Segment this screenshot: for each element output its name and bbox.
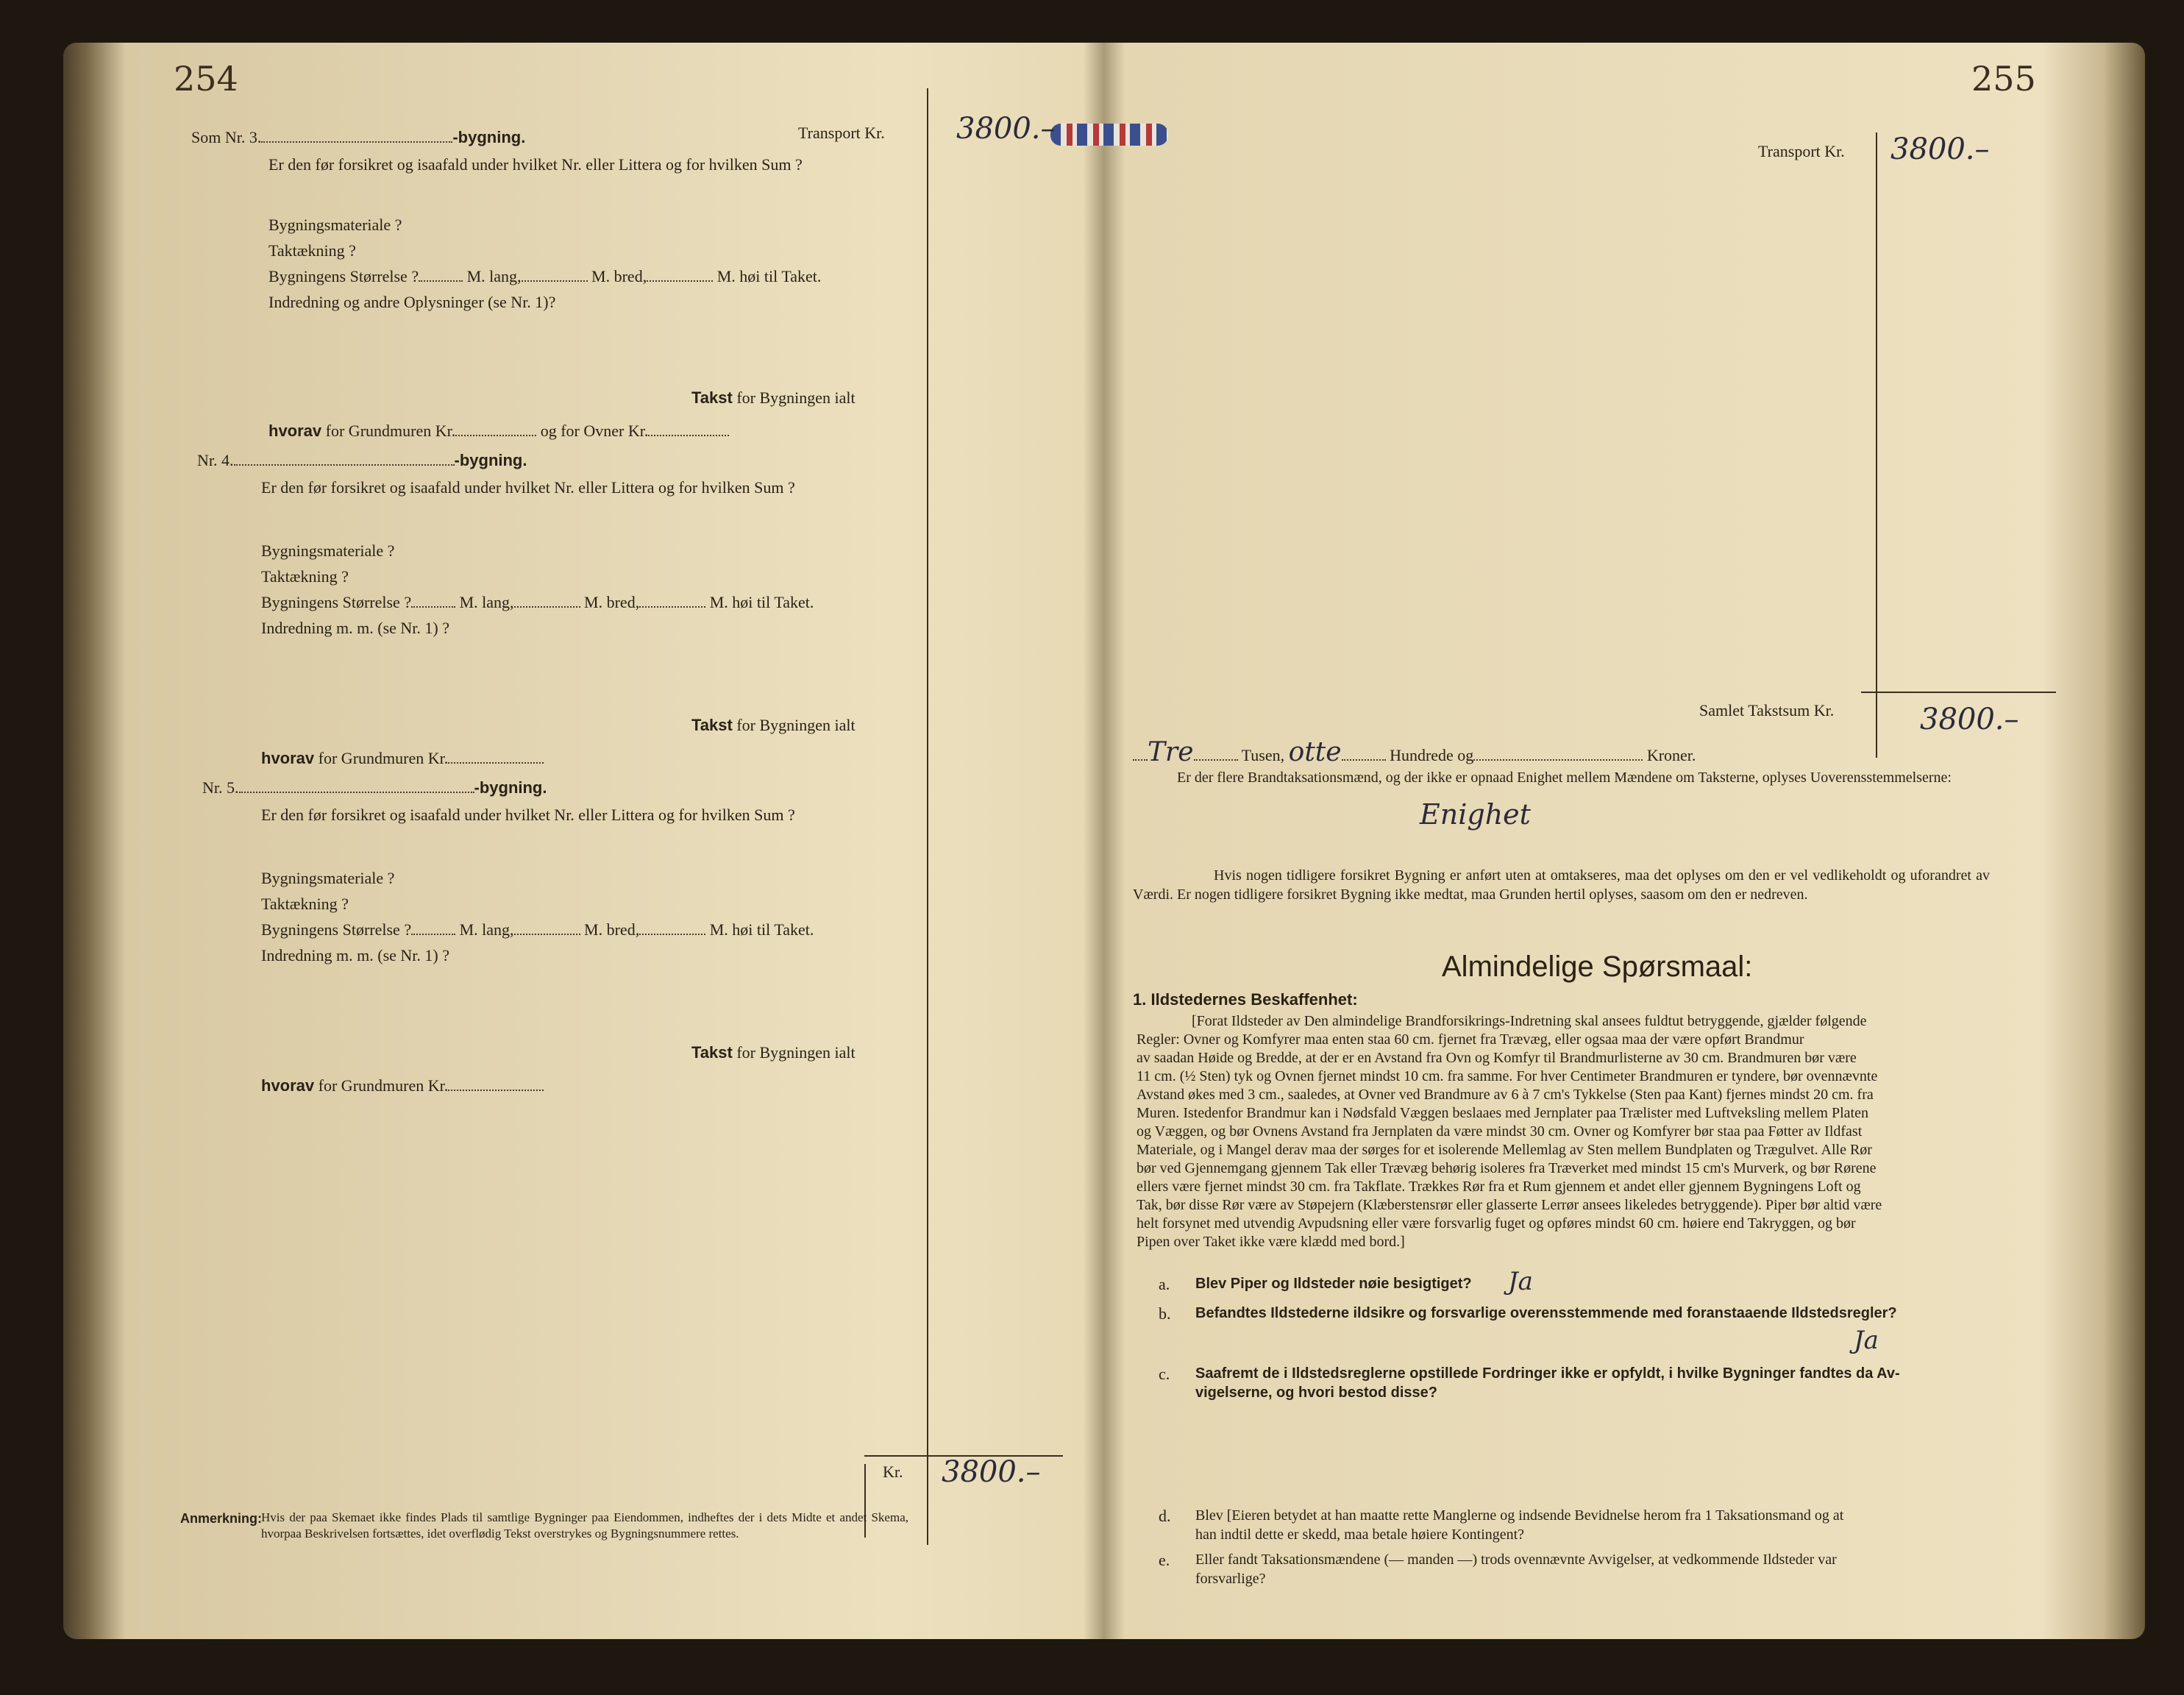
section-3-question: Er den før forsikret og isaafald under hvilket Nr. eller Littera og for hvilken Sum ? xyxy=(268,155,803,174)
samlet-rule xyxy=(1861,692,2056,693)
q1-title: 1. Ildstedernes Beskaffenhet: xyxy=(1133,990,1358,1009)
brandtaks-question: Er der flere Brandtaksationsmænd, og der ikke er opnaad Enighet mellem Mændene om Taksterne, oplyses Uoverensstemmelserne: xyxy=(1177,770,1952,786)
section-5-question: Er den før forsikret og isaafald under hvilket Nr. eller Littera og for hvilken Sum ? xyxy=(261,806,795,824)
transport-label: Transport Kr. xyxy=(798,124,885,142)
section-3-materiale: Bygningsmateriale ? xyxy=(268,216,402,234)
qe-question-line2: forsvarlige? xyxy=(1195,1571,1266,1587)
section-4-storrelse: Bygningens Størrelse ? M. lang, M. bred, M. høi til Taket. xyxy=(261,593,814,611)
section-5-nr: Nr. 5. -bygning. xyxy=(202,778,547,797)
qc-question-line1: Saafremt de i Ildstedsreglerne opstillede Fordringer ikke er opfyldt, i hvilke Bygninger fandtes da Av- xyxy=(1195,1365,1900,1382)
left-page-number: 254 xyxy=(174,59,238,99)
regler-line: og Væggen, og bør Ovnens Avstand fra Jernplaten da være mindst 30 cm. Ovner og Komfyrer bør staa paa Føtter av Ildfast xyxy=(1137,1123,1863,1140)
transport-value: 3800.– xyxy=(956,112,1056,146)
regler-line: Avstand økes med 3 cm., saaledes, at Ovner ved Brandmure av 6 à 7 cm's Tykkelse (Sten paa Kant) fjernes mindst 20 cm. fra xyxy=(1137,1087,1874,1103)
section-5-hvorav: hvorav for Grundmuren Kr. xyxy=(261,1078,544,1094)
qa-answer: Ja xyxy=(1508,1267,1533,1296)
section-5-tak: Taktækning ? xyxy=(261,895,349,913)
amount-column-rule xyxy=(927,88,928,1545)
qc-question-line2: vigelserne, og hvori bestod disse? xyxy=(1195,1385,1437,1401)
anmerkning-text: Hvis der paa Skemaet ikke findes Plads til samtlige Bygninger paa Eiendommen, indheftes der i dets Midte et andet Skema, hvorpaa Beskrivelsen fortsættes, idet overflødig Tekst overstrykes og Bygningsnummere rettes. xyxy=(261,1510,908,1541)
transport-label: Transport Kr. xyxy=(1758,142,1845,160)
total-label: Kr. xyxy=(883,1463,903,1481)
qd-letter: d. xyxy=(1159,1507,1171,1525)
section-3-tak: Taktækning ? xyxy=(268,241,356,260)
qb-letter: b. xyxy=(1159,1304,1171,1323)
regler-line: 11 cm. (½ Sten) tyk og Ovnen fjernet mindst 10 cm. fra samme. For hver Centimeter Brandmuren er tyndere, bør ovennævnte xyxy=(1137,1068,1878,1084)
qc-letter: c. xyxy=(1159,1365,1170,1383)
qd-question-line1: Blev [Eieren betydet at han maatte rette Manglerne og indsende Bevidnelse herom fra 1 Taksationsmand og at xyxy=(1195,1507,1844,1524)
section-4-question: Er den før forsikret og isaafald under hvilket Nr. eller Littera og for hvilken Sum ? xyxy=(261,478,795,497)
samlet-value: 3800.– xyxy=(1920,703,2019,736)
amount-words-line: Tre Tusen, otte Hundrede og Kroner. xyxy=(1133,739,1696,766)
qd-question-line2: han indtil dette er skedd, maa betale høiere Kontingent? xyxy=(1195,1527,1525,1543)
regler-line: helt forsynet med utvendig Avpudsning eller være forsvarlig fuget og opføres mindst 60 cm. høiere end Takryggen, og bør xyxy=(1137,1215,1856,1232)
left-page xyxy=(110,22,1089,1574)
qa-letter: a. xyxy=(1159,1275,1170,1293)
section-4-nr: Nr. 4. -bygning. xyxy=(197,451,527,469)
hvis-text: Hvis nogen tidligere forsikret Bygning er anført uten at omtakseres, maa det oplyses om den er vel vedlikeholdt og uforandret av Værdi. Er nogen tidligere forsikret Bygning ikke medtat, maa Grunden hertil oplyses, saasom om den er nedreven. xyxy=(1133,867,1990,903)
samlet-label: Samlet Takstsum Kr. xyxy=(1699,701,1835,719)
total-value: 3800.– xyxy=(942,1455,1041,1489)
right-page-number: 255 xyxy=(1971,59,2036,99)
section-3-storrelse: Bygningens Størrelse ? M. lang, M. bred, M. høi til Taket. xyxy=(268,267,822,285)
regler-line: Tak, bør disse Rør være av Støpejern (Klæberstensrør eller glasserte Lerrør ansees likeledes betryggende). Piper bør altid være xyxy=(1137,1197,1882,1213)
amount-column-rule xyxy=(1876,132,1877,758)
section-4-indredning: Indredning m. m. (se Nr. 1) ? xyxy=(261,619,449,637)
regler-line: ellers være fjernet mindst 30 cm. fra Takflate. Trækkes Rør fra et Rum gjennem et andet eller gjennem Bygningens Loft og xyxy=(1137,1179,1861,1195)
regler-line: bør ved Gjennemgang gjennem Tak eller Trævæg behørig isoleres fra Træverket med mindst 15 cm's Murverk, og bør Rørene xyxy=(1137,1160,1877,1176)
qa-question: Blev Piper og Ildsteder nøie besigtiget? xyxy=(1195,1276,1472,1292)
regler-line: Muren. Istedenfor Brandmur kan i Nødsfald Væggen beslaaes med Jernplater paa Trælister med Luftveksling mellem Platen xyxy=(1137,1105,1868,1121)
transport-value: 3800.– xyxy=(1890,132,1990,166)
section-4-takst: Takst for Bygningen ialt xyxy=(691,716,856,734)
anmerkning-label: Anmerkning: xyxy=(180,1511,263,1526)
qe-question-line1: Eller fandt Taksationsmændene (— manden —) trods ovennævnte Avvigelser, at vedkommende Ildsteder var xyxy=(1195,1552,1837,1568)
general-questions-heading: Almindelige Spørsmaal: xyxy=(1442,950,1753,983)
qe-letter: e. xyxy=(1159,1551,1170,1569)
brandtaks-answer: Enighet xyxy=(1420,798,1531,831)
section-3-takst: Takst for Bygningen ialt xyxy=(691,388,856,407)
qb-question: Befandtes Ildstederne ildsikre og forsvarlige overensstemmende med foranstaaende Ildstedsregler? xyxy=(1195,1305,1897,1321)
section-4-tak: Taktækning ? xyxy=(261,567,349,586)
section-5-takst: Takst for Bygningen ialt xyxy=(691,1043,856,1062)
section-5-storrelse: Bygningens Størrelse ? M. lang, M. bred, M. høi til Taket. xyxy=(261,920,814,939)
section-4-hvorav: hvorav for Grundmuren Kr. xyxy=(261,750,544,767)
section-5-materiale: Bygningsmateriale ? xyxy=(261,869,395,887)
section-3-indredning: Indredning og andre Oplysninger (se Nr. 1)? xyxy=(268,293,556,311)
regler-line: Pipen over Taket ikke være klædd med bord.] xyxy=(1137,1234,1405,1250)
section-4-materiale: Bygningsmateriale ? xyxy=(261,541,395,560)
regler-line: [Forat Ildsteder av Den almindelige Brandforsikrings-Indretning skal ansees fuldtut betryggende, gjælder følgende xyxy=(1192,1013,1867,1029)
regler-line: Materiale, og i Mangel derav maa der sørges for et isolerende Mellemlag av Sten mellem Bundplaten og Trægulvet. Alle Rør xyxy=(1137,1142,1872,1158)
section-3-hvorav: hvorav for Grundmuren Kr. og for Ovner Kr. xyxy=(268,423,729,439)
section-5-indredning: Indredning m. m. (se Nr. 1) ? xyxy=(261,946,449,964)
qb-answer: Ja xyxy=(1854,1326,1879,1355)
regler-line: av saadan Høide og Bredde, at der er en Avstand fra Ovn og Komfyr til Brandmurlisterne av 30 cm. Brandmuren bør være xyxy=(1137,1050,1857,1066)
right-page xyxy=(1125,22,2036,1587)
section-3-nr: Som Nr. 3. -bygning. xyxy=(191,128,526,146)
regler-line: Regler: Ovner og Komfyrer maa enten staa 60 cm. fjernet fra Trævæg, eller ogsaa maa der være opført Brandmur xyxy=(1137,1031,1804,1048)
